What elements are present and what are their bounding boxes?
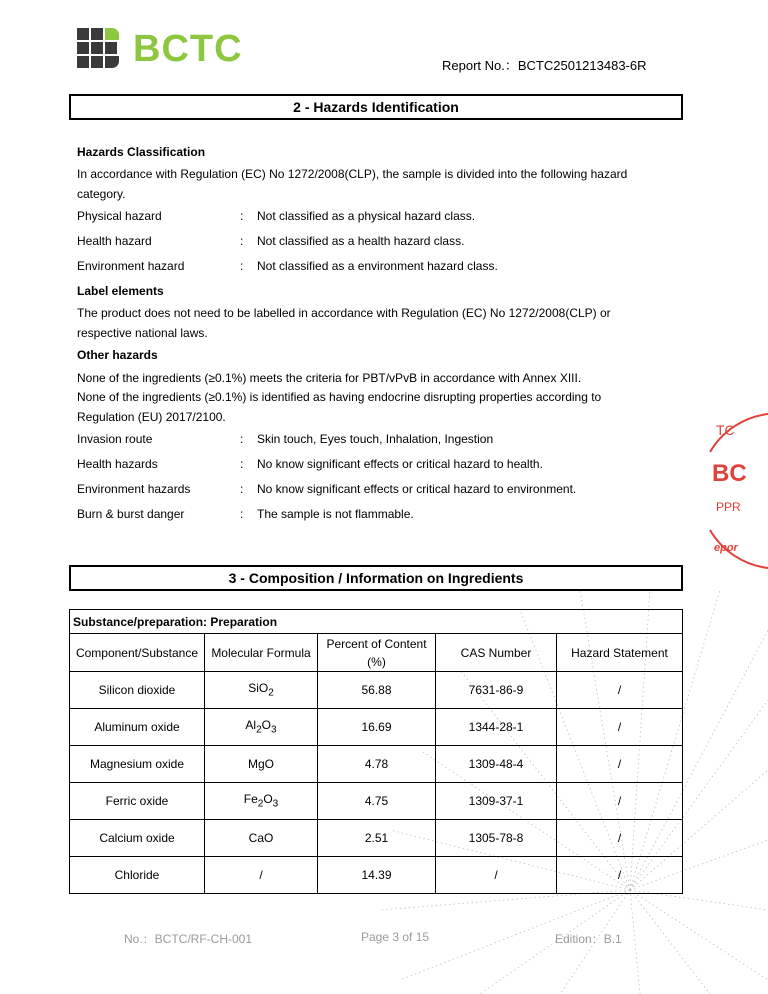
classification-value: Not classified as a health hazard class. bbox=[257, 234, 465, 248]
label-text-line: respective national laws. bbox=[77, 326, 208, 340]
column-header: Component/Substance bbox=[70, 634, 205, 672]
hazard-cell: / bbox=[557, 783, 683, 820]
formula-cell: $Fe_2O_3$ bbox=[205, 783, 318, 820]
classification-key: Environment hazard bbox=[77, 259, 185, 273]
colon: : bbox=[240, 432, 244, 446]
colon: : bbox=[240, 457, 244, 471]
colon: : bbox=[240, 482, 244, 496]
other-hazards-line: Regulation (EU) 2017/2100. bbox=[77, 410, 226, 424]
classification-value: Not classified as a environment hazard class. bbox=[257, 259, 498, 273]
hazard-cell: / bbox=[557, 709, 683, 746]
classification-key: Physical hazard bbox=[77, 209, 162, 223]
hazard-cell: / bbox=[557, 857, 683, 894]
other-key: Invasion route bbox=[77, 432, 153, 446]
table-row bbox=[70, 820, 683, 857]
formula-cell: CaO bbox=[205, 820, 318, 857]
classification-key: Health hazard bbox=[77, 234, 152, 248]
label-elements-heading: Label elements bbox=[77, 284, 164, 298]
other-key: Burn & burst danger bbox=[77, 507, 185, 521]
colon: : bbox=[240, 234, 244, 248]
column-header: Hazard Statement bbox=[557, 634, 683, 672]
other-key: Environment hazards bbox=[77, 482, 191, 496]
table-caption: Substance/preparation: Preparation bbox=[70, 610, 683, 634]
column-header bbox=[318, 634, 436, 672]
intro-text-line: In accordance with Regulation (EC) No 1272/2008(CLP), the sample is divided into the following hazard bbox=[77, 167, 628, 181]
percent-cell: 2.51 bbox=[318, 820, 436, 857]
other-value: No know significant effects or critical hazard to health. bbox=[257, 457, 543, 471]
report-number: Report No.：BCTC2501213483-6R bbox=[442, 58, 647, 73]
percent-cell: 16.69 bbox=[318, 709, 436, 746]
column-header: CAS Number bbox=[436, 634, 557, 672]
cas-cell: 1305-78-8 bbox=[436, 820, 557, 857]
colon: : bbox=[240, 209, 244, 223]
hazard-cell: / bbox=[557, 820, 683, 857]
bctc-logo bbox=[77, 28, 243, 70]
classification-value: Not classified as a physical hazard class. bbox=[257, 209, 476, 223]
table-row bbox=[70, 746, 683, 783]
other-hazards-line: None of the ingredients (≥0.1%) is identified as having endocrine disrupting properties according to bbox=[77, 390, 602, 404]
component-cell: Magnesium oxide bbox=[70, 746, 205, 783]
component-cell: Aluminum oxide bbox=[70, 709, 205, 746]
component-cell: Ferric oxide bbox=[70, 783, 205, 820]
formula-cell: / bbox=[205, 857, 318, 894]
composition-table bbox=[69, 609, 683, 894]
cas-cell: / bbox=[436, 857, 557, 894]
other-hazards-heading: Other hazards bbox=[77, 348, 158, 362]
bctc-logo-icon bbox=[77, 28, 119, 70]
table-row bbox=[70, 672, 683, 709]
stamp-text: PPR bbox=[716, 500, 741, 514]
other-value: Skin touch, Eyes touch, Inhalation, Ingestion bbox=[257, 432, 494, 446]
other-hazards-line: None of the ingredients (≥0.1%) meets the criteria for PBT/vPvB in accordance with Annex XIII. bbox=[77, 371, 582, 385]
other-value: No know significant effects or critical hazard to environment. bbox=[257, 482, 577, 496]
other-value: The sample is not flammable. bbox=[257, 507, 414, 521]
intro-text-line: category. bbox=[77, 187, 126, 201]
column-header-line: Percent of Content bbox=[326, 636, 427, 651]
component-cell: Silicon dioxide bbox=[70, 672, 205, 709]
table-row bbox=[70, 709, 683, 746]
footer-doc-number: No.：BCTC/RF-CH-001 bbox=[124, 932, 253, 946]
stamp-text: TC bbox=[716, 422, 735, 438]
cas-cell: 7631-86-9 bbox=[436, 672, 557, 709]
cas-cell: 1309-37-1 bbox=[436, 783, 557, 820]
table-header-row bbox=[70, 634, 683, 672]
stamp-text: BC bbox=[712, 460, 747, 487]
hazard-cell: / bbox=[557, 746, 683, 783]
section-3-title: 3 - Composition / Information on Ingredients bbox=[69, 565, 683, 591]
other-key: Health hazards bbox=[77, 457, 158, 471]
column-header-line: (%) bbox=[367, 654, 386, 669]
table-row bbox=[70, 857, 683, 894]
footer-edition: Edition：B.1 bbox=[555, 932, 622, 946]
colon: : bbox=[240, 507, 244, 521]
percent-cell: 14.39 bbox=[318, 857, 436, 894]
formula-cell: SiO$_2$ bbox=[205, 672, 318, 709]
cas-cell: 1344-28-1 bbox=[436, 709, 557, 746]
stamp-text: epor bbox=[714, 542, 738, 554]
percent-cell: 4.78 bbox=[318, 746, 436, 783]
cas-cell: 1309-48-4 bbox=[436, 746, 557, 783]
component-cell: Calcium oxide bbox=[70, 820, 205, 857]
footer-page-number: Page 3 of 15 bbox=[361, 930, 430, 944]
formula-cell: MgO bbox=[205, 746, 318, 783]
percent-cell: 56.88 bbox=[318, 672, 436, 709]
formula-cell: $Al_2O_3$ bbox=[205, 709, 318, 746]
logo-text: BCTC bbox=[133, 28, 243, 70]
label-text-line: The product does not need to be labelled in accordance with Regulation (EC) No 1272/2008(CLP) or bbox=[77, 306, 611, 320]
table-row bbox=[70, 783, 683, 820]
colon: : bbox=[240, 259, 244, 273]
column-header: Molecular Formula bbox=[205, 634, 318, 672]
section-2-title: 2 - Hazards Identification bbox=[69, 94, 683, 120]
hazards-classification-heading: Hazards Classification bbox=[77, 145, 206, 159]
component-cell: Chloride bbox=[70, 857, 205, 894]
percent-cell: 4.75 bbox=[318, 783, 436, 820]
hazard-cell: / bbox=[557, 672, 683, 709]
